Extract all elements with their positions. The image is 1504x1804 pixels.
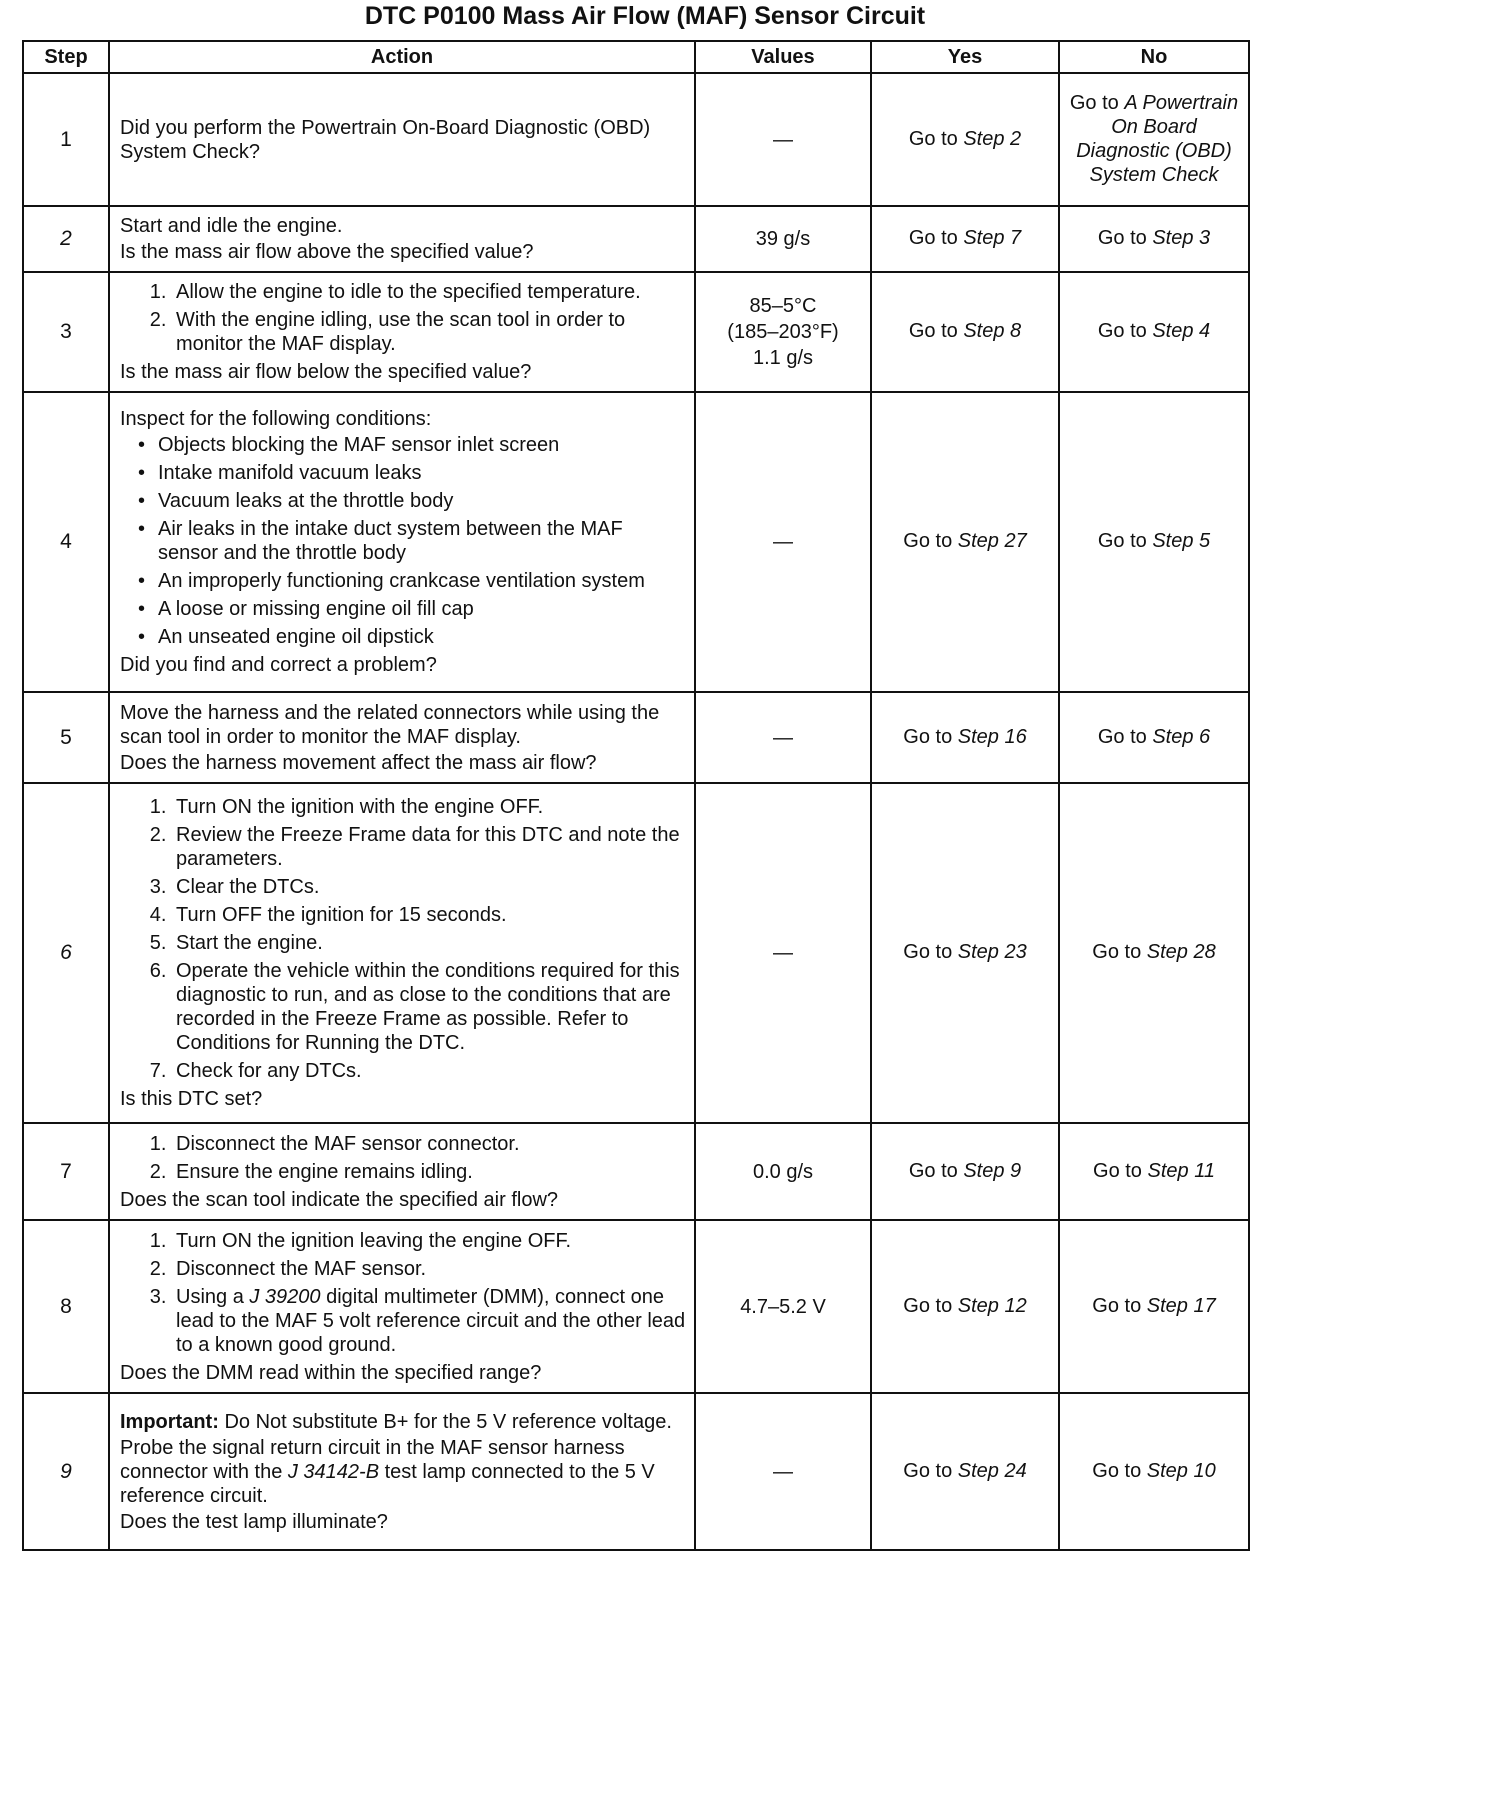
list-item: • An unseated engine oil dipstick bbox=[158, 625, 686, 649]
tool-number: J 39200 bbox=[249, 1285, 321, 1308]
list-item: 2. Ensure the engine remains idling. bbox=[172, 1160, 686, 1184]
values-cell bbox=[695, 1123, 871, 1220]
action-cell bbox=[109, 1393, 695, 1550]
action-question: Is this DTC set? bbox=[120, 1088, 263, 1110]
table-row bbox=[23, 1123, 1249, 1220]
no-cell bbox=[1059, 1220, 1249, 1393]
no-cell bbox=[1059, 392, 1249, 692]
no-target: Step 5 bbox=[1152, 530, 1211, 552]
values-cell bbox=[695, 692, 871, 783]
values-cell bbox=[695, 1393, 871, 1550]
value-text: — bbox=[773, 128, 793, 151]
action-text: Start and idle the engine. bbox=[120, 215, 343, 237]
action-cell bbox=[109, 73, 695, 206]
list-item: 2. With the engine idling, use the scan tool in order to monitor the MAF display. bbox=[172, 308, 686, 356]
step-number: 7 bbox=[23, 1123, 109, 1220]
yes-target: Step 7 bbox=[963, 227, 1022, 249]
table-row bbox=[23, 392, 1249, 692]
goto-label: Go to bbox=[1097, 725, 1147, 748]
header-step: Step bbox=[23, 41, 109, 73]
list-item: 2. Disconnect the MAF sensor. bbox=[172, 1257, 686, 1281]
value-text: — bbox=[773, 1460, 793, 1483]
goto-label: Go to bbox=[1097, 320, 1147, 342]
yes-cell bbox=[871, 1220, 1059, 1393]
tool-number: J 34142-B bbox=[287, 1460, 380, 1483]
no-target: Step 6 bbox=[1152, 725, 1211, 748]
goto-label: Go to bbox=[1092, 941, 1142, 963]
header-values: Values bbox=[695, 41, 871, 73]
table-row bbox=[23, 783, 1249, 1123]
list-item: • Vacuum leaks at the throttle body bbox=[158, 489, 686, 513]
action-question: Does the DMM read within the specified range? bbox=[120, 1361, 542, 1384]
action-cell bbox=[109, 392, 695, 692]
yes-target: Step 23 bbox=[957, 941, 1027, 963]
table-row bbox=[23, 1393, 1249, 1550]
numbered-list bbox=[120, 1229, 686, 1357]
action-text: Inspect for the following conditions: bbox=[120, 408, 432, 430]
yes-target: Step 12 bbox=[957, 1294, 1027, 1317]
action-text bbox=[120, 1436, 686, 1508]
yes-cell bbox=[871, 1123, 1059, 1220]
yes-cell bbox=[871, 73, 1059, 206]
yes-cell bbox=[871, 392, 1059, 692]
values-cell bbox=[695, 783, 871, 1123]
goto-label: Go to bbox=[1092, 1294, 1142, 1317]
step-number: 1 bbox=[23, 73, 109, 206]
no-target: Step 17 bbox=[1146, 1294, 1216, 1317]
table-row bbox=[23, 73, 1249, 206]
important-note bbox=[120, 1410, 686, 1434]
list-item: • Intake manifold vacuum leaks bbox=[158, 461, 686, 485]
table-row bbox=[23, 1220, 1249, 1393]
yes-cell bbox=[871, 692, 1059, 783]
no-cell bbox=[1059, 1393, 1249, 1550]
action-cell bbox=[109, 272, 695, 392]
header-no: No bbox=[1059, 41, 1249, 73]
step-number: 2 bbox=[23, 206, 109, 272]
action-text: Did you perform the Powertrain On-Board Diagnostic (OBD) System Check? bbox=[120, 116, 651, 163]
no-target: Step 4 bbox=[1152, 320, 1211, 342]
values-cell bbox=[695, 1220, 871, 1393]
yes-cell bbox=[871, 783, 1059, 1123]
list-item bbox=[172, 1285, 686, 1357]
list-item: • Objects blocking the MAF sensor inlet screen bbox=[158, 433, 686, 457]
value-text: 85–5°C bbox=[749, 295, 817, 317]
list-item: • An improperly functioning crankcase ventilation system bbox=[158, 569, 686, 593]
goto-label: Go to bbox=[1097, 530, 1147, 552]
list-item: 6. Operate the vehicle within the conditions required for this diagnostic to run, and as close to the conditions that are recorded in the Freeze Frame as possible. Refer to Conditions for Running the DTC. bbox=[172, 959, 686, 1055]
action-cell bbox=[109, 783, 695, 1123]
goto-label: Go to bbox=[903, 725, 953, 748]
yes-target: Step 16 bbox=[957, 725, 1027, 748]
no-target: Step 11 bbox=[1147, 1159, 1215, 1182]
table-row bbox=[23, 206, 1249, 272]
list-item: 1. Turn ON the ignition with the engine OFF. bbox=[172, 795, 686, 819]
value-text: 0.0 g/s bbox=[752, 1160, 814, 1183]
table-row bbox=[23, 272, 1249, 392]
step-number: 6 bbox=[23, 783, 109, 1123]
values-cell bbox=[695, 206, 871, 272]
header-yes: Yes bbox=[871, 41, 1059, 73]
list-item: 1. Turn ON the ignition leaving the engine OFF. bbox=[172, 1229, 686, 1253]
step-number: 5 bbox=[23, 692, 109, 783]
page-title: DTC P0100 Mass Air Flow (MAF) Sensor Circuit bbox=[364, 2, 926, 30]
goto-label: Go to bbox=[908, 1159, 958, 1182]
text-span: Do Not substitute B+ for the 5 V reference voltage. bbox=[218, 1410, 672, 1433]
goto-label: Go to bbox=[1097, 227, 1147, 249]
no-cell bbox=[1059, 73, 1249, 206]
no-cell bbox=[1059, 783, 1249, 1123]
yes-target: Step 24 bbox=[957, 1459, 1027, 1482]
no-cell bbox=[1059, 1123, 1249, 1220]
list-item: 2. Review the Freeze Frame data for this DTC and note the parameters. bbox=[172, 823, 686, 871]
goto-label: Go to bbox=[1069, 91, 1119, 114]
step-number: 4 bbox=[23, 392, 109, 692]
no-cell bbox=[1059, 692, 1249, 783]
action-cell bbox=[109, 206, 695, 272]
goto-label: Go to bbox=[903, 1294, 953, 1317]
goto-label: Go to bbox=[908, 127, 958, 150]
list-item: 1. Disconnect the MAF sensor connector. bbox=[172, 1132, 686, 1156]
list-item: 7. Check for any DTCs. bbox=[172, 1059, 686, 1083]
value-text: — bbox=[773, 942, 793, 964]
goto-label: Go to bbox=[908, 320, 958, 342]
no-target: A Powertrain On Board Diagnostic (OBD) System Check bbox=[1076, 91, 1239, 186]
action-text: Move the harness and the related connectors while using the scan tool in order to monitor the MAF display. bbox=[120, 701, 660, 748]
action-cell bbox=[109, 1123, 695, 1220]
yes-target: Step 27 bbox=[957, 530, 1027, 552]
goto-label: Go to bbox=[908, 227, 958, 249]
values-cell bbox=[695, 272, 871, 392]
action-question: Does the test lamp illuminate? bbox=[120, 1510, 388, 1533]
goto-label: Go to bbox=[903, 530, 953, 552]
value-text: 4.7–5.2 V bbox=[740, 1295, 826, 1318]
value-text: — bbox=[773, 531, 793, 553]
step-number: 8 bbox=[23, 1220, 109, 1393]
no-target: Step 3 bbox=[1152, 227, 1211, 249]
list-item: 5. Start the engine. bbox=[172, 931, 686, 955]
action-question: Is the mass air flow below the specified value? bbox=[120, 361, 532, 383]
text-span: digital multimeter (DMM), connect one lead to the MAF 5 volt reference circuit and the other lead to a known good ground. bbox=[176, 1285, 686, 1356]
header-action: Action bbox=[109, 41, 695, 73]
list-item: 4. Turn OFF the ignition for 15 seconds. bbox=[172, 903, 686, 927]
value-text: 1.1 g/s bbox=[752, 347, 814, 369]
yes-cell bbox=[871, 272, 1059, 392]
important-label: Important: bbox=[120, 1410, 219, 1433]
no-cell bbox=[1059, 206, 1249, 272]
action-question: Is the mass air flow above the specified value? bbox=[120, 241, 534, 263]
goto-label: Go to bbox=[903, 1459, 953, 1482]
text-span: Probe the signal return circuit in the MAF sensor harness connector with the bbox=[120, 1436, 625, 1483]
table-row bbox=[23, 692, 1249, 783]
action-cell bbox=[109, 692, 695, 783]
action-question: Does the scan tool indicate the specified air flow? bbox=[120, 1188, 559, 1211]
step-number: 9 bbox=[23, 1393, 109, 1550]
values-cell bbox=[695, 392, 871, 692]
yes-target: Step 8 bbox=[963, 320, 1022, 342]
header-row bbox=[23, 41, 1249, 73]
diagnostic-table bbox=[22, 40, 1250, 1551]
no-target: Step 10 bbox=[1146, 1459, 1216, 1482]
numbered-list bbox=[120, 1132, 686, 1184]
numbered-list bbox=[120, 280, 686, 356]
goto-label: Go to bbox=[903, 941, 953, 963]
goto-label: Go to bbox=[1092, 1459, 1142, 1482]
action-question: Did you find and correct a problem? bbox=[120, 654, 437, 676]
action-cell bbox=[109, 1220, 695, 1393]
list-item: 1. Allow the engine to idle to the specified temperature. bbox=[172, 280, 686, 304]
value-text: 39 g/s bbox=[755, 228, 811, 250]
action-question: Does the harness movement affect the mass air flow? bbox=[120, 751, 597, 774]
yes-target: Step 9 bbox=[963, 1159, 1022, 1182]
values-cell bbox=[695, 73, 871, 206]
yes-cell bbox=[871, 1393, 1059, 1550]
no-target: Step 28 bbox=[1146, 941, 1216, 963]
no-cell bbox=[1059, 272, 1249, 392]
text-span: Using a bbox=[176, 1285, 250, 1308]
list-item: • A loose or missing engine oil fill cap bbox=[158, 597, 686, 621]
goto-label: Go to bbox=[1093, 1159, 1142, 1182]
yes-target: Step 2 bbox=[963, 127, 1022, 150]
value-text: — bbox=[773, 726, 793, 749]
step-number: 3 bbox=[23, 272, 109, 392]
text-span: test lamp connected to the 5 V reference circuit. bbox=[120, 1460, 655, 1507]
yes-cell bbox=[871, 206, 1059, 272]
list-item: 3. Clear the DTCs. bbox=[172, 875, 686, 899]
value-text: (185–203°F) bbox=[727, 321, 839, 343]
list-item: • Air leaks in the intake duct system between the MAF sensor and the throttle body bbox=[158, 517, 686, 565]
bullet-list bbox=[120, 433, 686, 649]
numbered-list bbox=[120, 795, 686, 1083]
